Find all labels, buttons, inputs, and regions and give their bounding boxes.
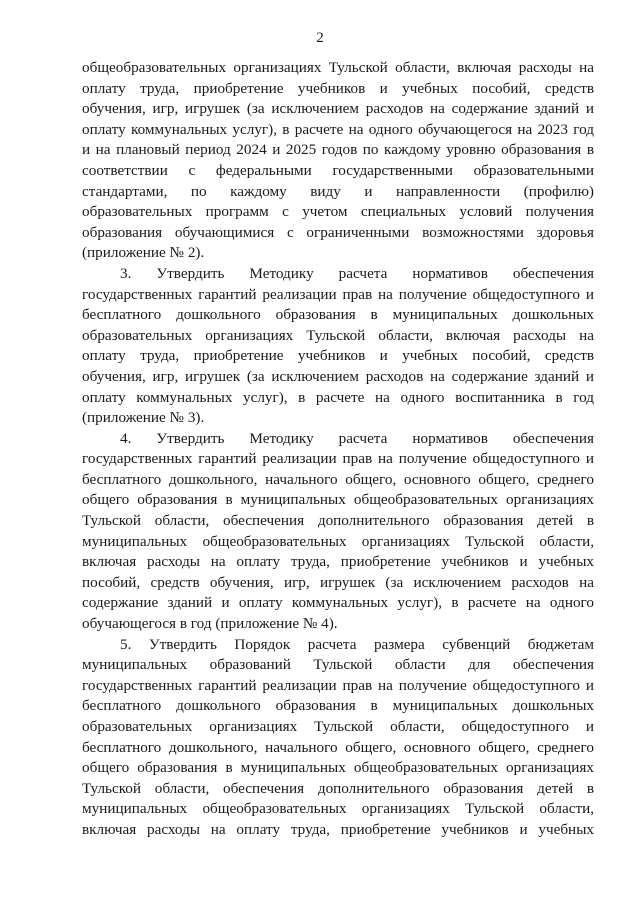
text-line: общего образования в муниципальных общеобразовательных организациях: [82, 491, 594, 509]
text-line: государственных гарантий реализации прав на получение общедоступного и: [82, 285, 594, 303]
paragraph-p5: [82, 635, 594, 841]
text-line: обучения, игр, игрушек (за исключением расходов на содержание зданий и: [82, 100, 594, 118]
text-line: муниципальных общеобразовательных организациях Тульской области,: [82, 800, 594, 818]
text-line: 5. Утвердить Порядок расчета размера субвенций бюджетам: [120, 635, 594, 653]
text-line: (приложение № 3).: [82, 409, 205, 427]
text-line: (приложение № 2).: [82, 244, 205, 262]
text-line: стандартами, по каждому виду и направленности (профилю): [82, 182, 594, 200]
text-line: оплату труда, приобретение учебников и учебных пособий, средств: [82, 79, 594, 97]
text-line: содержание зданий и оплату коммунальных услуг), в расчете на одного: [82, 594, 594, 612]
text-line: образовательных организациях Тульской области, включая расходы на: [82, 326, 594, 344]
text-line: образовательных программ с учетом специальных условий получения: [82, 203, 594, 221]
text-line: пособий, средств обучения, игр, игрушек (за исключением расходов на: [82, 573, 594, 591]
paragraph-p4: [82, 429, 594, 635]
text-line: бесплатного дошкольного, начального общего, основного общего, среднего: [82, 470, 594, 488]
text-line: государственных гарантий реализации прав на получение общедоступного и: [82, 676, 594, 694]
text-line: 4. Утвердить Методику расчета нормативов обеспечения: [120, 429, 594, 447]
text-line: включая расходы на оплату труда, приобретение учебников и учебных: [82, 553, 594, 571]
text-line: образовательных организациях Тульской области, общедоступного и: [82, 718, 594, 735]
text-line: бесплатного дошкольного, начального общего, основного общего, среднего: [82, 738, 594, 756]
text-line: бесплатного дошкольного образования в муниципальных дошкольных: [82, 306, 594, 324]
text-line: и на плановый период 2024 и 2025 годов по каждому уровню образования в: [82, 141, 594, 159]
text-line: образования обучающимися с ограниченными возможностями здоровья: [82, 223, 594, 241]
page-number: 2: [316, 30, 324, 46]
paragraph-p-cont: [82, 58, 594, 264]
text-line: оплату труда, приобретение учебников и учебных пособий, средств: [82, 347, 594, 365]
text-line: обучения, игр, игрушек (за исключением расходов на содержание зданий и: [82, 367, 594, 385]
text-line: муниципальных общеобразовательных организациях Тульской области,: [82, 532, 594, 550]
document-body: [82, 58, 594, 841]
text-line: муниципальных образований Тульской области для обеспечения: [82, 656, 594, 674]
text-line: оплату коммунальных услуг), в расчете на одного воспитанника в год: [82, 388, 594, 406]
text-line: обучающегося в год (приложение № 4).: [82, 615, 338, 633]
text-line: государственных гарантий реализации прав на получение общедоступного и: [82, 450, 594, 468]
text-line: Тульской области, обеспечения дополнительного образования детей в: [82, 512, 594, 530]
text-line: общеобразовательных организациях Тульской области, включая расходы на: [82, 59, 594, 76]
text-line: соответствии с федеральными государственными образовательными: [82, 161, 594, 179]
text-line: включая расходы на оплату труда, приобретение учебников и учебных: [82, 820, 594, 838]
text-line: общего образования в муниципальных общеобразовательных организациях: [82, 759, 594, 777]
text-line: Тульской области, обеспечения дополнительного образования детей в: [82, 779, 594, 797]
text-line: оплату коммунальных услуг), в расчете на одного обучающегося на 2023 год: [82, 120, 594, 138]
text-line: бесплатного дошкольного образования в муниципальных дошкольных: [82, 697, 594, 715]
paragraph-p3: [82, 264, 594, 429]
text-line: 3. Утвердить Методику расчета нормативов обеспечения: [120, 264, 594, 282]
